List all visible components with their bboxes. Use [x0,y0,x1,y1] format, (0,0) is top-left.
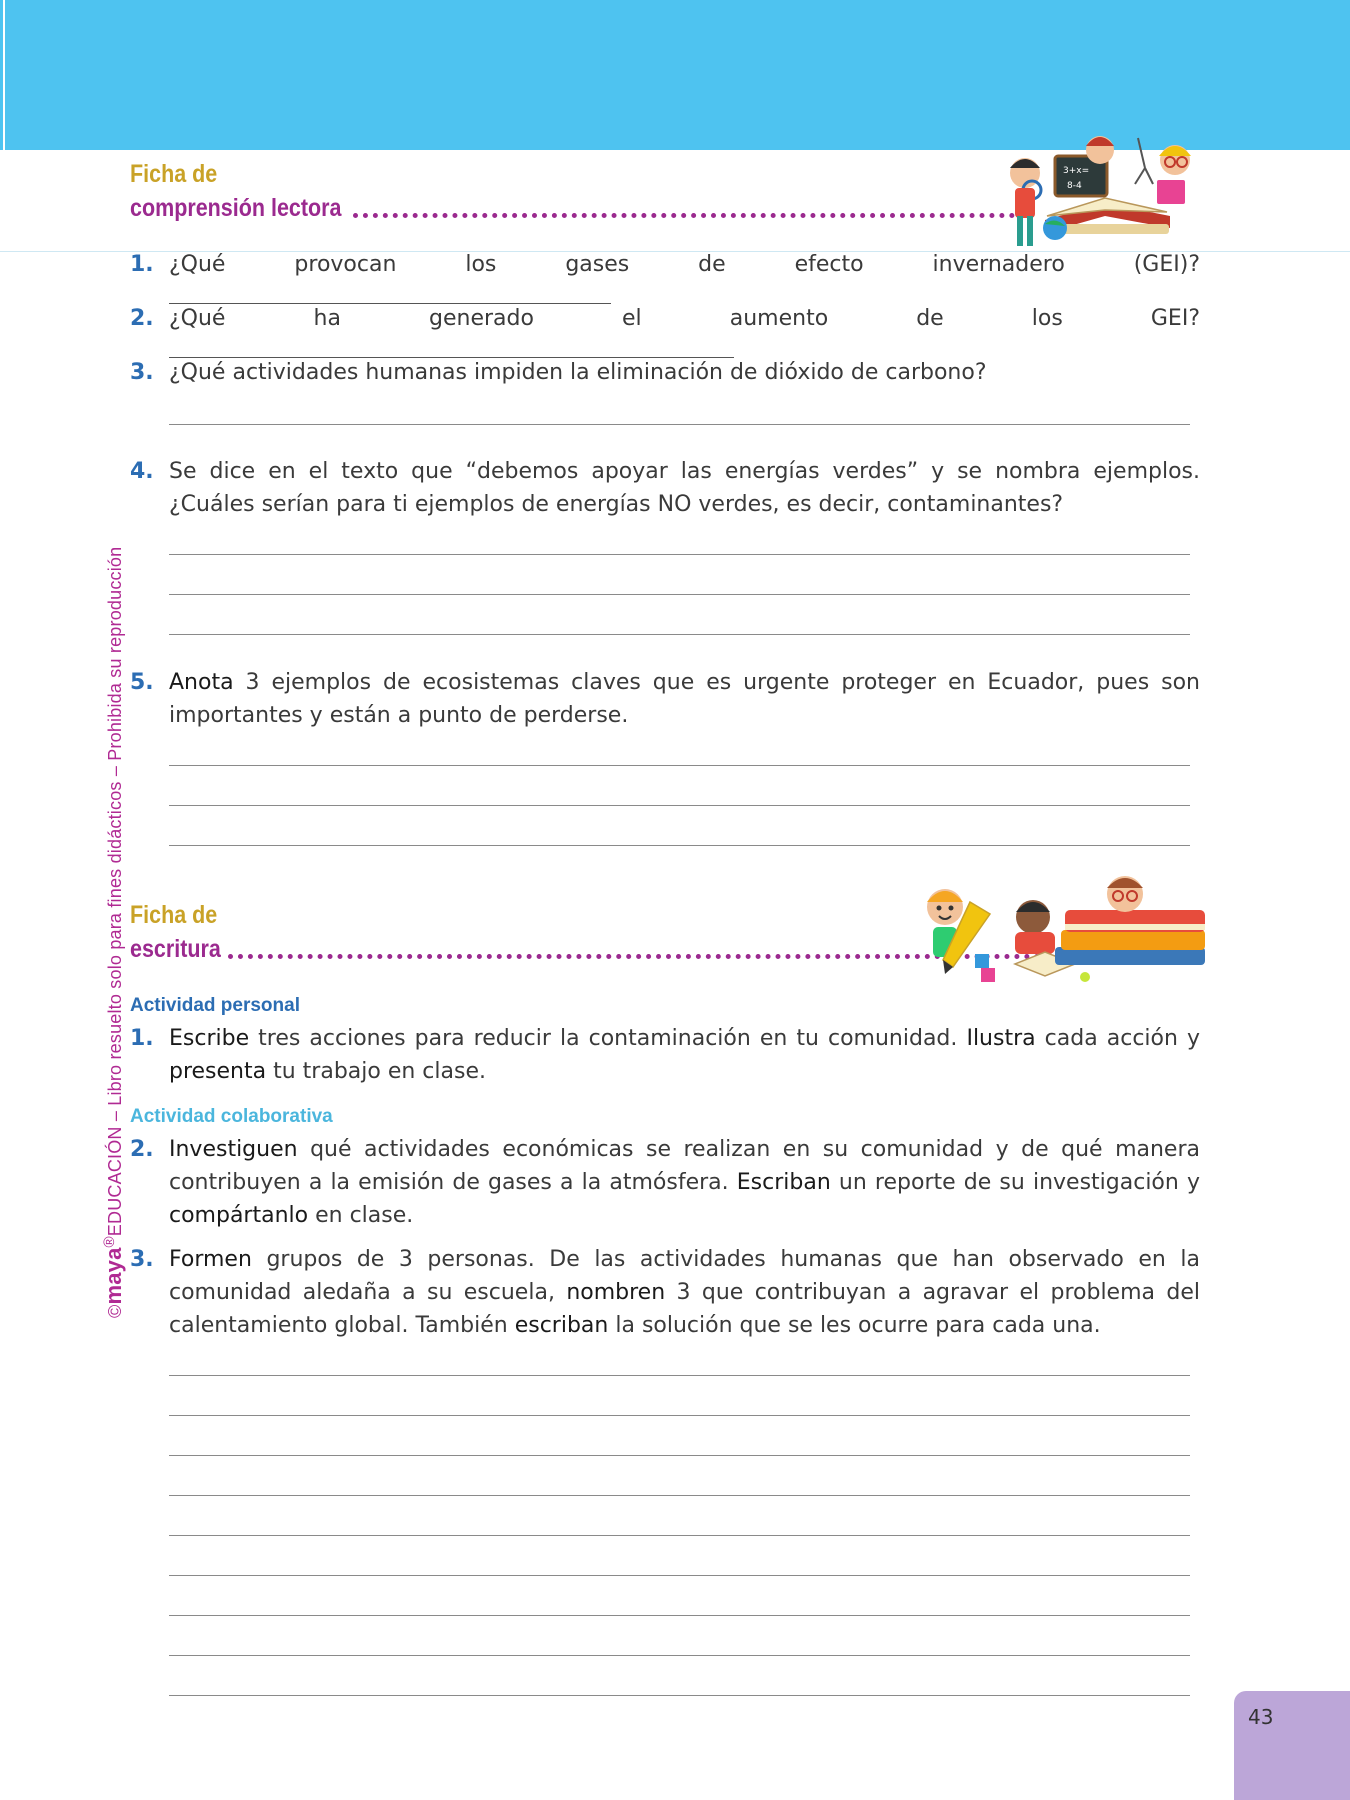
answer-line[interactable] [169,1415,1190,1416]
answer-line[interactable] [169,1455,1190,1456]
writing-question-3 [130,1243,1200,1342]
answer-line[interactable] [169,1495,1190,1496]
question-text: 3 ejemplos de ecosistemas claves que es urgente proteger en Ecuador, pues son importantes y están a punto de perderse. [169,670,1200,728]
question-verb: Ilustra [966,1026,1036,1051]
question-verb: escriban [514,1313,609,1338]
registered-mark: ® [101,1236,118,1248]
writing-section-title [130,898,221,966]
answer-line[interactable] [169,424,1190,425]
question-number: 5. [130,670,154,695]
question-verb: nombren [566,1280,666,1305]
brand-logo-text: maya [101,1247,126,1305]
question-text: grupos de 3 personas. De las actividades humanas que han observado en la comunidad aledaña a su escuela, [169,1247,1200,1305]
question-number: 2. [130,306,154,331]
question-number: 1. [130,1026,154,1051]
question-verb: presenta [169,1059,267,1084]
writing-title-line1: Ficha de [130,901,218,929]
question-number: 1. [130,252,154,277]
answer-line[interactable] [169,1695,1190,1696]
question-text: en clase. [308,1203,414,1228]
question-text: tu trabajo en clase. [266,1059,486,1084]
question-text: ¿Qué ha generado el aumento de los GEI? [169,306,1200,331]
question-text: ¿Qué actividades humanas impiden la eliminación de dióxido de carbono? [169,360,987,385]
question-text: Se dice en el texto que “debemos apoyar las energías verdes” y se nombra ejemplos. ¿Cuáles serían para ti ejemplos de energías NO verdes, es decir, contaminantes? [169,459,1200,517]
reading-section-title [130,157,341,225]
writing-question-1 [130,1022,1200,1088]
answer-line[interactable] [169,1575,1190,1576]
kids-writing-illustration [915,872,1205,987]
answer-line[interactable] [169,1535,1190,1536]
answer-line[interactable] [169,634,1190,635]
writing-question-2 [130,1133,1200,1232]
copyright-symbol: © [105,1304,125,1318]
page-number: 43 [1248,1705,1274,1729]
question-text: tres acciones para reducir la contaminación en tu comunidad. [249,1026,967,1051]
question-number: 2. [130,1137,154,1162]
question-text: cada acción y [1035,1026,1201,1051]
reading-title-line1: Ficha de [130,160,218,188]
answer-line[interactable] [169,845,1190,846]
svg-text:3+x=: 3+x= [1063,166,1090,176]
reading-title-line2: comprensión lectora [130,194,342,222]
personal-activity-title: Actividad personal [130,995,300,1016]
question-number: 4. [130,459,154,484]
question-text: un reporte de su investigación y [830,1170,1200,1195]
question-verb: Investiguen [169,1137,298,1162]
question-number: 3. [130,360,154,385]
reading-question-5 [130,666,1200,732]
side-note-text: EDUCACIÓN – Libro resuelto solo para fines didácticos – Prohibida su reproducción [105,546,125,1237]
question-verb: Formen [169,1247,252,1272]
question-text: qué actividades económicas se realizan en su comunidad y de qué manera contribuyen a la emisión de gases a la atmósfera. [169,1137,1200,1195]
writing-title-line2: escritura [130,935,221,963]
question-verb: Escribe [169,1026,250,1051]
reading-question-3 [130,356,1200,389]
page-number-tab [1234,1691,1350,1800]
answer-line[interactable] [169,594,1190,595]
kids-reading-illustration [995,128,1205,253]
answer-line[interactable] [169,1615,1190,1616]
answer-line[interactable] [169,765,1190,766]
reading-question-4 [130,455,1200,521]
svg-text:8-4: 8-4 [1067,181,1082,191]
answer-line[interactable] [169,554,1190,555]
answer-line[interactable] [169,1655,1190,1656]
question-verb: Anota [169,670,234,695]
answer-line[interactable] [169,805,1190,806]
question-number: 3. [130,1247,154,1272]
question-verb: compártanlo [169,1203,309,1228]
question-text: ¿Qué provocan los gases de efecto invernadero (GEI)? [169,252,1200,277]
copyright-side-note [101,547,127,1318]
question-text: 3 que contribuyan a agravar el problema del calentamiento global. También [169,1280,1200,1338]
reading-title-dots [353,213,1015,218]
question-verb: Escriban [736,1170,831,1195]
collaborative-activity-title: Actividad colaborativa [130,1106,333,1127]
question-text: la solución que se les ocurre para cada una. [608,1313,1101,1338]
answer-line[interactable] [169,1375,1190,1376]
